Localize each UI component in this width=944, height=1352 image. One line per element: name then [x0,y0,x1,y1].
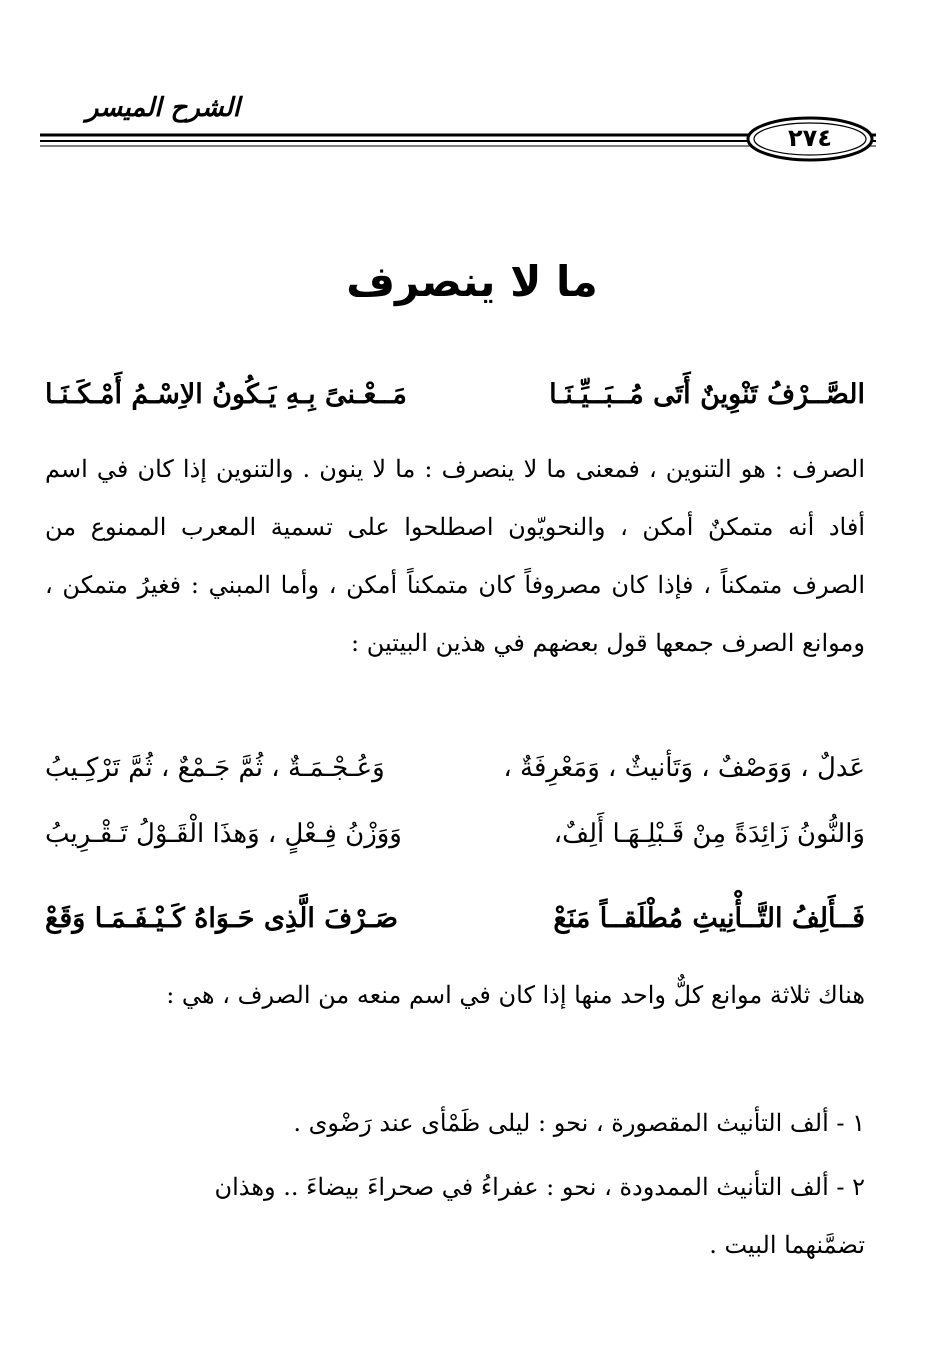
verse-3-second-hemistich: وَوَزْنُ فِـعْلٍ ، وَهذَا الْقَـوْلُ تَـقْـرِيبُ [45,819,402,849]
verse-1-second-hemistich: مَــعْـنىً بِـهِ يَـكُونُ الاِسْـمُ أَمْـكَـنَـا [45,378,407,410]
verse-4 [45,892,865,944]
book-title: الشرح الميسر [85,93,240,123]
paragraph-definition: الصرف : هو التنوين ، فمعنى ما لا ينصرف : ما لا ينون . والتنوين إذا كان في اسم أفاد أنه متمكنٌ أمكن ، والنحويّون اصطلحوا على تسمية المعرب الممنوع من الصرف متمكناً ، فإذا كان مصروفاً كان متمكناً أمكن ، وأما المبني : فغيرُ متمكن ، وموانع الصرف جمعها قول بعضهم في هذين البيتين : [45,455,865,657]
verse-2 [45,742,865,794]
verse-4-first-hemistich: فَــأَلِفُ التَّــأْنِيثِ مُطْلَقــاً مَنَعْ [553,902,865,934]
verse-4-second-hemistich: صَـرْفَ الَّذِى حَـوَاهُ كَـيْـفَـمَـا وَقَعْ [45,902,399,934]
list-item-2-line-2: تضمَّنهما البيت . [709,1231,865,1259]
verse-1-first-hemistich: الصَّــرْفُ تَنْوِينٌ أَتَى مُــبَــيِّـنَـا [549,378,865,410]
verse-3 [45,808,865,860]
list-item-2-line-1: ٢ - ألف التأنيث الممدودة ، نحو : عفراءُ في صحراءَ بيضاءَ .. وهذان [214,1173,865,1201]
chapter-title: ما لا ينصرف [346,257,598,306]
verse-1 [45,368,865,420]
list-item-1: ١ - ألف التأنيث المقصورة ، نحو : ليلى ظَمْأى عند رَضْوى . [293,1109,865,1137]
paragraph-three-barriers: هناك ثلاثة موانع كلٌّ واحد منها إذا كان في اسم منعه من الصرف ، هي : [166,981,865,1009]
verse-2-first-hemistich: عَدلٌ ، وَوَصْفٌ ، وَتَأنيثٌ ، وَمَعْرِفَةٌ ، [503,753,865,783]
page-number: ٢٧٤ [788,124,832,152]
verse-3-first-hemistich: وَالنُّونُ زَائِدَةً مِنْ قَـبْلِـهَـا أَلِفٌ، [553,819,865,849]
verse-2-second-hemistich: وَعُـجْـمَـةٌ ، ثُمَّ جَـمْعٌ ، ثُمَّ تَرْكِـيبُ [45,753,385,783]
